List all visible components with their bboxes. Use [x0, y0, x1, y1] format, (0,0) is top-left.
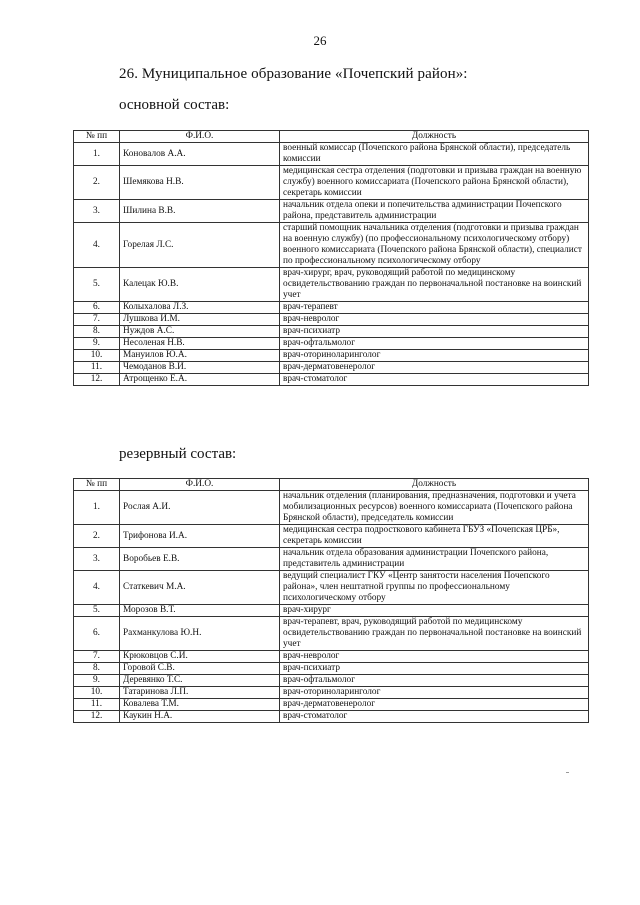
member-name: Татаринова Л.П. — [120, 687, 280, 699]
table-row — [74, 548, 589, 571]
table-row — [74, 491, 589, 525]
table-row — [74, 374, 589, 386]
member-name: Воробьев Е.В. — [120, 548, 280, 571]
column-header-position: Должность — [280, 131, 589, 143]
table-row — [74, 687, 589, 699]
member-position: врач-дерматовенеролог — [280, 362, 589, 374]
member-name: Колыхалова Л.З. — [120, 302, 280, 314]
member-name: Мануилов Ю.А. — [120, 350, 280, 362]
document-heading: 26. Муниципальное образование «Почепский район»: — [119, 66, 468, 82]
member-name: Рослая А.И. — [120, 491, 280, 525]
row-number: 7. — [74, 651, 120, 663]
member-position: врач-оториноларинголог — [280, 687, 589, 699]
member-position: врач-стоматолог — [280, 374, 589, 386]
row-number: 6. — [74, 617, 120, 651]
table-row — [74, 314, 589, 326]
member-position: врач-дерматовенеролог — [280, 699, 589, 711]
member-position: врач-психиатр — [280, 663, 589, 675]
table-header-row — [74, 131, 589, 143]
row-number: 4. — [74, 571, 120, 605]
table-row — [74, 143, 589, 166]
row-number: 2. — [74, 166, 120, 200]
member-name: Морозов В.Т. — [120, 605, 280, 617]
member-position: врач-терапевт — [280, 302, 589, 314]
member-position: врач-психиатр — [280, 326, 589, 338]
table-row — [74, 711, 589, 723]
row-number: 12. — [74, 711, 120, 723]
table-header-row — [74, 479, 589, 491]
member-position: врач-стоматолог — [280, 711, 589, 723]
member-name: Коновалов А.А. — [120, 143, 280, 166]
member-name: Калецак Ю.В. — [120, 268, 280, 302]
member-name: Чемоданов В.И. — [120, 362, 280, 374]
member-position: врач-офтальмолог — [280, 338, 589, 350]
member-name: Атрощенко Е.А. — [120, 374, 280, 386]
column-header-number: № пп — [74, 479, 120, 491]
table-row — [74, 268, 589, 302]
row-number: 2. — [74, 525, 120, 548]
page-number: 26 — [313, 33, 327, 48]
member-name: Горелая Л.С. — [120, 223, 280, 268]
member-name: Горовой С.В. — [120, 663, 280, 675]
main-composition-table — [73, 130, 589, 386]
member-position: врач-невролог — [280, 651, 589, 663]
table-row — [74, 571, 589, 605]
member-position: врач-терапевт, врач, руководящий работой по медицинскому освидетельствованию граждан по первоначальной постановке на воинский учет — [280, 617, 589, 651]
row-number: 7. — [74, 314, 120, 326]
table-row — [74, 525, 589, 548]
table-row — [74, 350, 589, 362]
member-position: врач-хирург — [280, 605, 589, 617]
member-name: Рахманкулова Ю.Н. — [120, 617, 280, 651]
column-header-name: Ф.И.О. — [120, 131, 280, 143]
member-name: Каукин Н.А. — [120, 711, 280, 723]
row-number: 11. — [74, 699, 120, 711]
table-row — [74, 663, 589, 675]
row-number: 1. — [74, 143, 120, 166]
table-row — [74, 338, 589, 350]
row-number: 8. — [74, 663, 120, 675]
table-row — [74, 326, 589, 338]
table-row — [74, 699, 589, 711]
column-header-name: Ф.И.О. — [120, 479, 280, 491]
member-name: Несоленая Н.В. — [120, 338, 280, 350]
table-row — [74, 200, 589, 223]
member-name: Деревянко Т.С. — [120, 675, 280, 687]
row-number: 5. — [74, 268, 120, 302]
row-number: 9. — [74, 338, 120, 350]
row-number: 5. — [74, 605, 120, 617]
row-number: 1. — [74, 491, 120, 525]
member-name: Крюковцов С.И. — [120, 651, 280, 663]
table-row — [74, 605, 589, 617]
reserve-composition-label: резервный состав: — [119, 446, 237, 462]
row-number: 10. — [74, 350, 120, 362]
member-position: медицинская сестра отделения (подготовки и призыва граждан на военную службу) военного комиссариата (Почепского района Брянской области), секретарь комиссии — [280, 166, 589, 200]
column-header-position: Должность — [280, 479, 589, 491]
member-position: военный комиссар (Почепского района Брянской области), председатель комиссии — [280, 143, 589, 166]
row-number: 6. — [74, 302, 120, 314]
row-number: 3. — [74, 548, 120, 571]
member-name: Статкевич М.А. — [120, 571, 280, 605]
table-row — [74, 651, 589, 663]
member-name: Шемякова Н.В. — [120, 166, 280, 200]
member-position: врач-хирург, врач, руководящий работой по медицинскому освидетельствованию граждан по первоначальной постановке на воинский учет — [280, 268, 589, 302]
member-name: Шилина В.В. — [120, 200, 280, 223]
member-position: начальник отдела опеки и попечительства администрации Почепского района, представитель администрации — [280, 200, 589, 223]
table-row — [74, 223, 589, 268]
row-number: 4. — [74, 223, 120, 268]
row-number: 8. — [74, 326, 120, 338]
member-position: ведущий специалист ГКУ «Центр занятости населения Почепского района», член нештатной группы по профессиональному психологическому отбору — [280, 571, 589, 605]
member-position: медицинская сестра подросткового кабинета ГБУЗ «Почепская ЦРБ», секретарь комиссии — [280, 525, 589, 548]
row-number: 3. — [74, 200, 120, 223]
member-name: Трифонова И.А. — [120, 525, 280, 548]
member-name: Ковалева Т.М. — [120, 699, 280, 711]
member-name: Лушкова И.М. — [120, 314, 280, 326]
member-position: начальник отдела образования администрации Почепского района, представитель администрации — [280, 548, 589, 571]
member-position: врач-офтальмолог — [280, 675, 589, 687]
row-number: 10. — [74, 687, 120, 699]
member-position: начальник отделения (планирования, предназначения, подготовки и учета мобилизационных ресурсов) военного комиссариата (Почепского района Брянской области), председатель комиссии — [280, 491, 589, 525]
table-row — [74, 617, 589, 651]
table-row — [74, 675, 589, 687]
row-number: 12. — [74, 374, 120, 386]
scan-artifact — [566, 772, 569, 773]
member-name: Нуждов А.С. — [120, 326, 280, 338]
member-position: старший помощник начальника отделения (подготовки и призыва граждан на военную службу) (по профессиональному психологическому отбору) военного комиссариата (Почепского района Брянской области), специалист по профессиональному психологическому отбору — [280, 223, 589, 268]
row-number: 9. — [74, 675, 120, 687]
table-row — [74, 166, 589, 200]
table-row — [74, 362, 589, 374]
row-number: 11. — [74, 362, 120, 374]
main-composition-label: основной состав: — [119, 97, 230, 113]
table-row — [74, 302, 589, 314]
member-position: врач-невролог — [280, 314, 589, 326]
column-header-number: № пп — [74, 131, 120, 143]
reserve-composition-table — [73, 478, 589, 723]
member-position: врач-оториноларинголог — [280, 350, 589, 362]
